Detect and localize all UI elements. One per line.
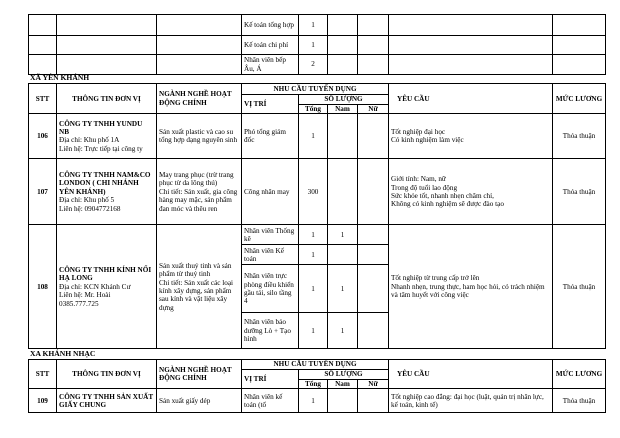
header-industry: NGÀNH NGHỀ HOẠT ĐỘNG CHÍNH — [157, 360, 242, 389]
header-salary: MỨC LƯƠNG — [553, 360, 606, 389]
company-address: Địa chỉ: KCN Khánh Cư — [59, 282, 131, 291]
section-title: XÃ YÊN KHÁNH — [30, 73, 90, 82]
total-cell: 1 — [299, 15, 328, 36]
header-stt: STT — [29, 360, 57, 389]
male-cell: 1 — [328, 265, 358, 313]
requirements-cell: Giới tính: Nam, nữ Trong độ tuổi lao động Sức khỏe tốt, nhanh nhẹn chăm chỉ, Không có kinh nghiệm sẽ được đào tạo — [389, 159, 553, 225]
top-continuation-table — [28, 14, 606, 75]
stt-cell: 107 — [29, 159, 57, 225]
header-quantity: SỐ LƯỢNG — [299, 95, 389, 105]
industry-cell: Sản xuất plastic và cao su tổng hợp dạng nguyên sinh — [157, 114, 242, 159]
total-cell: 1 — [299, 389, 328, 413]
industry-cell: May trang phục (trừ trang phục từ da lông thú) Chi tiết: Sản xuất, gia công hàng may mặc, sản phẩm đan móc và thêu ren — [157, 159, 242, 225]
stt-cell: 109 — [29, 389, 57, 413]
header-company: THÔNG TIN ĐƠN VỊ — [57, 360, 157, 389]
header-salary: MỨC LƯƠNG — [553, 84, 606, 114]
header-industry: NGÀNH NGHỀ HOẠT ĐỘNG CHÍNH — [157, 84, 242, 114]
total-cell: 2 — [299, 55, 328, 75]
header-female: Nữ — [358, 105, 389, 114]
table-row — [29, 114, 606, 159]
requirements-cell: Tốt nghiệp cao đẳng: đại học (luật, quản trị nhân lực, kế toán, kinh tế) — [389, 389, 553, 413]
position-cell: Kế toán chi phí — [242, 36, 299, 55]
salary-cell: Thỏa thuận — [553, 159, 606, 225]
male-cell: 1 — [328, 225, 358, 245]
requirements-cell: Tốt nghiệp đại học Có kinh nghiệm làm việc — [389, 114, 553, 159]
header-requirements: YÊU CẦU — [389, 360, 553, 389]
company-contact: Liên hệ: 0904772168 — [59, 204, 121, 213]
position-cell: Phó tổng giám đốc — [242, 114, 299, 159]
salary-cell: Thỏa thuận — [553, 225, 606, 349]
header-female: Nữ — [358, 380, 389, 389]
table-row — [29, 159, 606, 225]
company-name: CÔNG TY TNHH NAM&CO LONDON ( CHI NHÁNH YÊN KHÁNH) — [59, 170, 151, 196]
table-row — [29, 225, 606, 245]
company-cell — [57, 159, 157, 225]
total-cell: 1 — [299, 265, 328, 313]
total-cell: 1 — [299, 225, 328, 245]
industry-cell: Sản xuất thuỷ tinh và sản phẩm từ thuỷ tinh Chi tiết: Sản xuất các loại kính xây dựng, sản phẩm sau kính và vật liệu xây dựng — [157, 225, 242, 349]
header-needs: NHU CẦU TUYỂN DỤNG — [242, 84, 389, 95]
header-needs: NHU CẦU TUYỂN DỤNG — [242, 360, 389, 370]
section-title: XA KHÁNH NHẠC — [30, 349, 96, 358]
header-quantity: SỐ LƯỢNG — [299, 370, 389, 380]
company-contact: Liên hệ: Mr. Hoài — [59, 291, 111, 300]
table-row — [29, 389, 606, 413]
company-cell — [57, 114, 157, 159]
recruitment-table-yen-khanh — [28, 83, 606, 349]
company-contact: Liên hệ: Trực tiếp tại công ty — [59, 144, 143, 153]
stt-cell: 108 — [29, 225, 57, 349]
header-total: Tổng — [299, 380, 328, 389]
header-male: Nam — [328, 380, 358, 389]
header-stt: STT — [29, 84, 57, 114]
position-cell: Nhân viên kế toán (tổ — [242, 389, 299, 413]
total-cell: 300 — [299, 159, 328, 225]
position-cell: Công nhân may — [242, 159, 299, 225]
header-company: THÔNG TIN ĐƠN VỊ — [57, 84, 157, 114]
company-address: Địa chỉ: Khu phố 5 — [59, 196, 115, 205]
header-requirements: YÊU CẦU — [389, 84, 553, 114]
position-cell: Nhân viên bếp Âu, Á — [242, 55, 299, 75]
total-cell: 1 — [299, 245, 328, 265]
company-name: CÔNG TY TNHH YUNDU NB — [59, 119, 143, 136]
company-name: CÔNG TY TNHH KÍNH NỔI HẠ LONG — [59, 265, 152, 283]
position-cell: Nhân viên bảo dưỡng Lò + Tạo hình — [242, 313, 299, 349]
company-phone: 0385.777.725 — [59, 299, 99, 308]
stt-cell: 106 — [29, 114, 57, 159]
salary-cell: Thỏa thuận — [553, 114, 606, 159]
header-male: Nam — [328, 105, 358, 114]
requirements-cell: Tốt nghiệp từ trung cấp trở lên Nhanh nhẹn, trung thực, ham học hỏi, có trách nhiệm và tâm huyết với công việc — [389, 225, 553, 349]
salary-cell: Thỏa thuận — [553, 389, 606, 413]
header-total: Tổng — [299, 105, 328, 114]
position-cell: Kế toán tổng hợp — [242, 15, 299, 36]
position-cell: Nhân viên Kế toán — [242, 245, 299, 265]
recruitment-table-khanh-nhac — [28, 359, 606, 413]
industry-cell: Sản xuất giấy dép — [157, 389, 242, 413]
total-cell: 1 — [299, 114, 328, 159]
company-cell — [57, 225, 157, 349]
total-cell: 1 — [299, 36, 328, 55]
male-cell: 1 — [328, 313, 358, 349]
company-address: Địa chỉ: Khu phố 1A — [59, 136, 120, 145]
position-cell: Nhân viên trực phòng điều khiển gầu tải, silo tầng 4 — [242, 265, 299, 313]
header-position: VỊ TRÍ — [242, 370, 299, 389]
header-position: VỊ TRÍ — [242, 95, 299, 114]
company-name: CÔNG TY TNHH SẢN XUẤT GIẤY CHUNG — [57, 389, 157, 413]
total-cell: 1 — [299, 313, 328, 349]
position-cell: Nhân viên Thống kê — [242, 225, 299, 245]
